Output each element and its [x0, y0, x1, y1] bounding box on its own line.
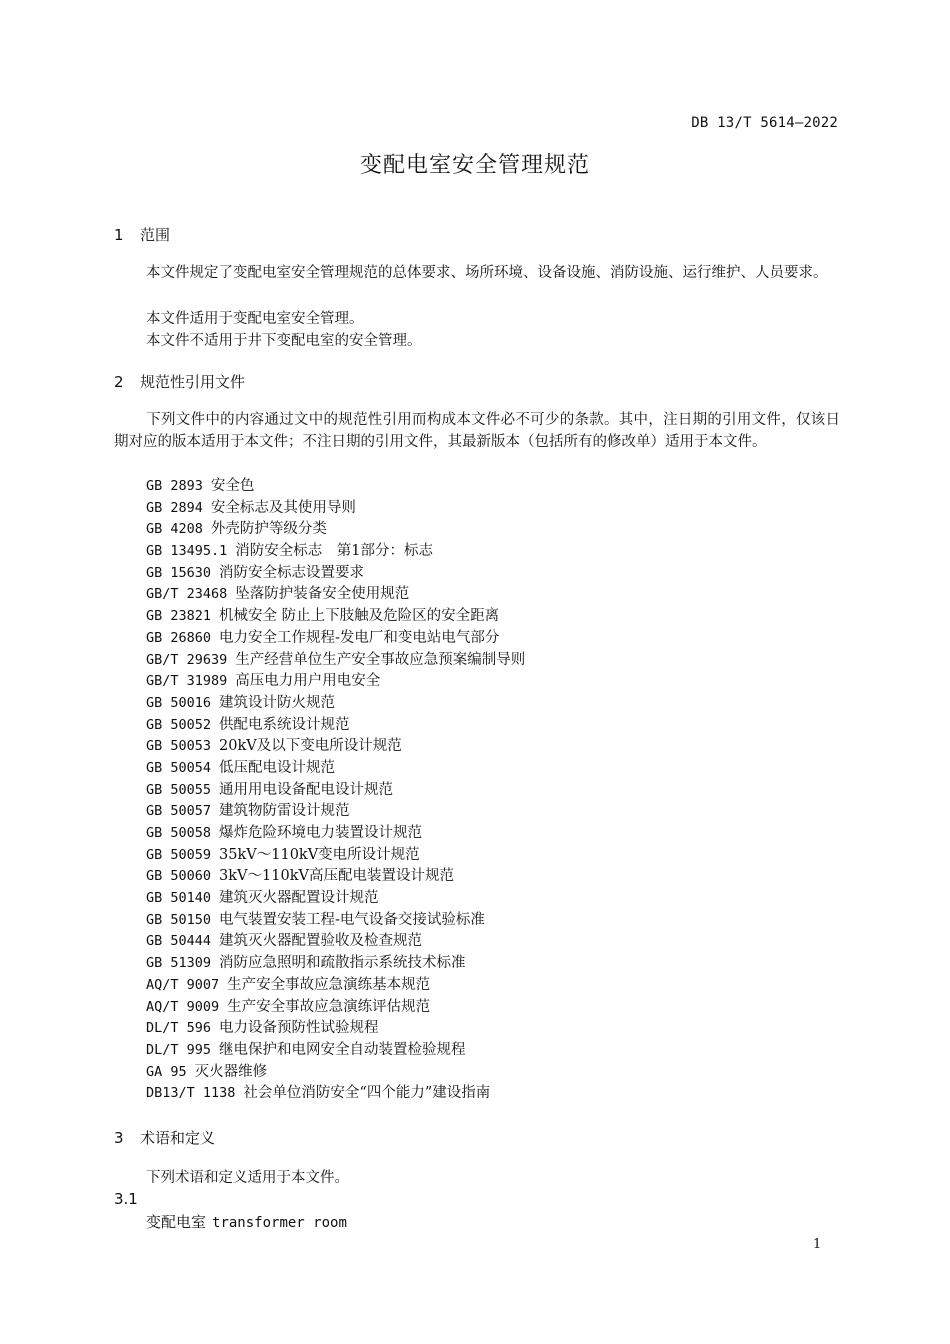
reference-title: 3kV～110kV高压配电装置设计规范 [219, 868, 454, 885]
reference-code: GB 4208 [146, 521, 203, 538]
reference-code: DL/T 995 [146, 1041, 212, 1058]
section-title: 范围 [140, 226, 171, 244]
reference-title: 通用用电设备配电设计规范 [219, 781, 394, 798]
document-code: DB 13/T 5614—2022 [691, 115, 838, 131]
reference-code: GB 50053 [146, 738, 212, 755]
page-number: 1 [813, 1237, 822, 1252]
reference-code: GB 50060 [146, 868, 212, 885]
document-title: 变配电室安全管理规范 [359, 153, 590, 178]
subsection-number: 3.1 [114, 1190, 138, 1208]
reference-item [146, 476, 525, 498]
reference-title: 生产经营单位生产安全事故应急预案编制导则 [235, 651, 526, 668]
reference-title: 低压配电设计规范 [219, 759, 336, 776]
reference-code: AQ/T 9007 [146, 976, 220, 993]
reference-code: GB 2893 [146, 478, 203, 494]
reference-title: 继电保护和电网安全自动装置检验规程 [219, 1041, 466, 1058]
reference-title: 爆炸危险环境电力装置设计规范 [219, 825, 423, 841]
reference-title: 安全标志及其使用导则 [210, 499, 356, 516]
reference-code: GB 26860 [146, 629, 212, 646]
term-english: transformer room [212, 1215, 347, 1231]
reference-item [146, 519, 525, 541]
section-2-heading [114, 371, 245, 392]
reference-code: GB 50140 [146, 890, 212, 907]
reference-item [146, 823, 525, 845]
term-entry [146, 1211, 347, 1232]
reference-code: GB/T 23468 [146, 586, 228, 603]
reference-item [146, 628, 525, 650]
reference-item [146, 845, 525, 867]
reference-title: 消防安全标志设置要求 [219, 564, 365, 581]
reference-code: GB 50057 [146, 803, 212, 820]
reference-title: 社会单位消防安全“四个能力”建设指南 [243, 1085, 491, 1102]
reference-item [146, 801, 525, 823]
reference-code: GB 50150 [146, 911, 212, 928]
reference-title: 建筑灭火器配置设计规范 [219, 890, 379, 907]
reference-item [146, 1018, 525, 1040]
reference-code: GB 50052 [146, 716, 212, 733]
reference-item [146, 975, 525, 997]
reference-title: 20kV及以下变电所设计规范 [219, 738, 402, 755]
reference-title: 外壳防护等级分类 [210, 521, 327, 538]
reference-title: 高压电力用户用电安全 [235, 673, 381, 690]
section-number: 3 [114, 1129, 124, 1147]
section-1-paragraph-3: 本文件不适用于井下变配电室的安全管理。 [146, 333, 422, 349]
reference-title: 35kV～110kV变电所设计规范 [219, 846, 420, 863]
term-chinese: 变配电室 [146, 1213, 207, 1231]
reference-item [146, 953, 525, 975]
reference-item [146, 563, 525, 585]
reference-title: 建筑灭火器配置验收及检查规范 [219, 933, 423, 950]
section-title: 术语和定义 [140, 1129, 216, 1147]
paragraph-text: 下列文件中的内容通过文中的规范性引用而构成本文件必不可少的条款。其中，注日期的引用文件，仅该日期对应的版本适用于本文件；不注日期的引用文件，其最新版本（包括所有的修改单）适用于本文件。 [114, 412, 840, 450]
reference-item [146, 997, 525, 1019]
reference-code: GB 23821 [146, 608, 212, 625]
reference-code: GB 2894 [146, 499, 203, 516]
reference-title: 供配电系统设计规范 [219, 716, 350, 733]
section-3-heading [114, 1127, 215, 1148]
reference-title: 消防应急照明和疏散指示系统技术标准 [219, 955, 466, 972]
section-1-heading [114, 224, 170, 245]
reference-title: 生产安全事故应急演练评估规范 [227, 998, 431, 1015]
reference-title: 灭火器维修 [194, 1063, 268, 1080]
section-1-paragraph-2: 本文件适用于变配电室安全管理。 [146, 311, 364, 327]
reference-item [146, 541, 525, 563]
section-2-intro [114, 410, 840, 453]
reference-item [146, 650, 525, 672]
reference-code: GB 50055 [146, 781, 212, 798]
reference-item [146, 584, 525, 606]
section-title: 规范性引用文件 [140, 373, 246, 391]
reference-code: GB/T 31989 [146, 673, 228, 690]
section-3-intro: 下列术语和定义适用于本文件。 [146, 1170, 349, 1186]
reference-item [146, 910, 525, 932]
section-number: 1 [114, 226, 124, 244]
reference-item [146, 736, 525, 758]
reference-code: GB 50058 [146, 825, 212, 841]
reference-title: 坠落防护装备安全使用规范 [235, 586, 410, 603]
reference-code: DL/T 596 [146, 1020, 212, 1037]
reference-item [146, 715, 525, 737]
reference-item [146, 1040, 525, 1062]
reference-code: GB/T 29639 [146, 651, 228, 668]
reference-item [146, 1083, 525, 1105]
reference-code: GB 51309 [146, 955, 212, 972]
reference-code: GB 50016 [146, 694, 212, 711]
reference-item [146, 866, 525, 888]
reference-item [146, 498, 525, 520]
reference-item [146, 931, 525, 953]
reference-item [146, 888, 525, 910]
reference-item [146, 606, 525, 628]
paragraph-text: 本文件规定了变配电室安全管理规范的总体要求、场所环境、设备设施、消防设施、运行维护、人员要求。 [146, 265, 828, 281]
reference-code: GB 15630 [146, 564, 212, 581]
reference-title: 建筑物防雷设计规范 [219, 803, 350, 820]
reference-code: GA 95 [146, 1063, 187, 1080]
reference-title: 生产安全事故应急演练基本规范 [227, 976, 431, 993]
section-number: 2 [114, 373, 124, 391]
reference-item [146, 671, 525, 693]
reference-title: 电力设备预防性试验规程 [219, 1020, 379, 1037]
reference-list [146, 476, 525, 1105]
reference-title: 机械安全 防止上下肢触及危险区的安全距离 [219, 608, 500, 625]
reference-title: 电气装置安装工程-电气设备交接试验标准 [219, 911, 485, 928]
reference-code: GB 50054 [146, 759, 212, 776]
reference-title: 建筑设计防火规范 [219, 694, 336, 711]
reference-code: AQ/T 9009 [146, 998, 220, 1015]
reference-item [146, 1062, 525, 1084]
reference-code: DB13/T 1138 [146, 1085, 236, 1102]
reference-item [146, 758, 525, 780]
reference-code: GB 50444 [146, 933, 212, 950]
reference-item [146, 780, 525, 802]
reference-item [146, 693, 525, 715]
reference-code: GB 13495.1 [146, 543, 228, 560]
reference-title: 电力安全工作规程-发电厂和变电站电气部分 [219, 629, 500, 646]
reference-title: 安全色 [210, 478, 255, 494]
reference-title: 消防安全标志 第1部分：标志 [235, 543, 434, 560]
reference-code: GB 50059 [146, 846, 212, 863]
section-1-paragraph-1 [114, 263, 840, 285]
